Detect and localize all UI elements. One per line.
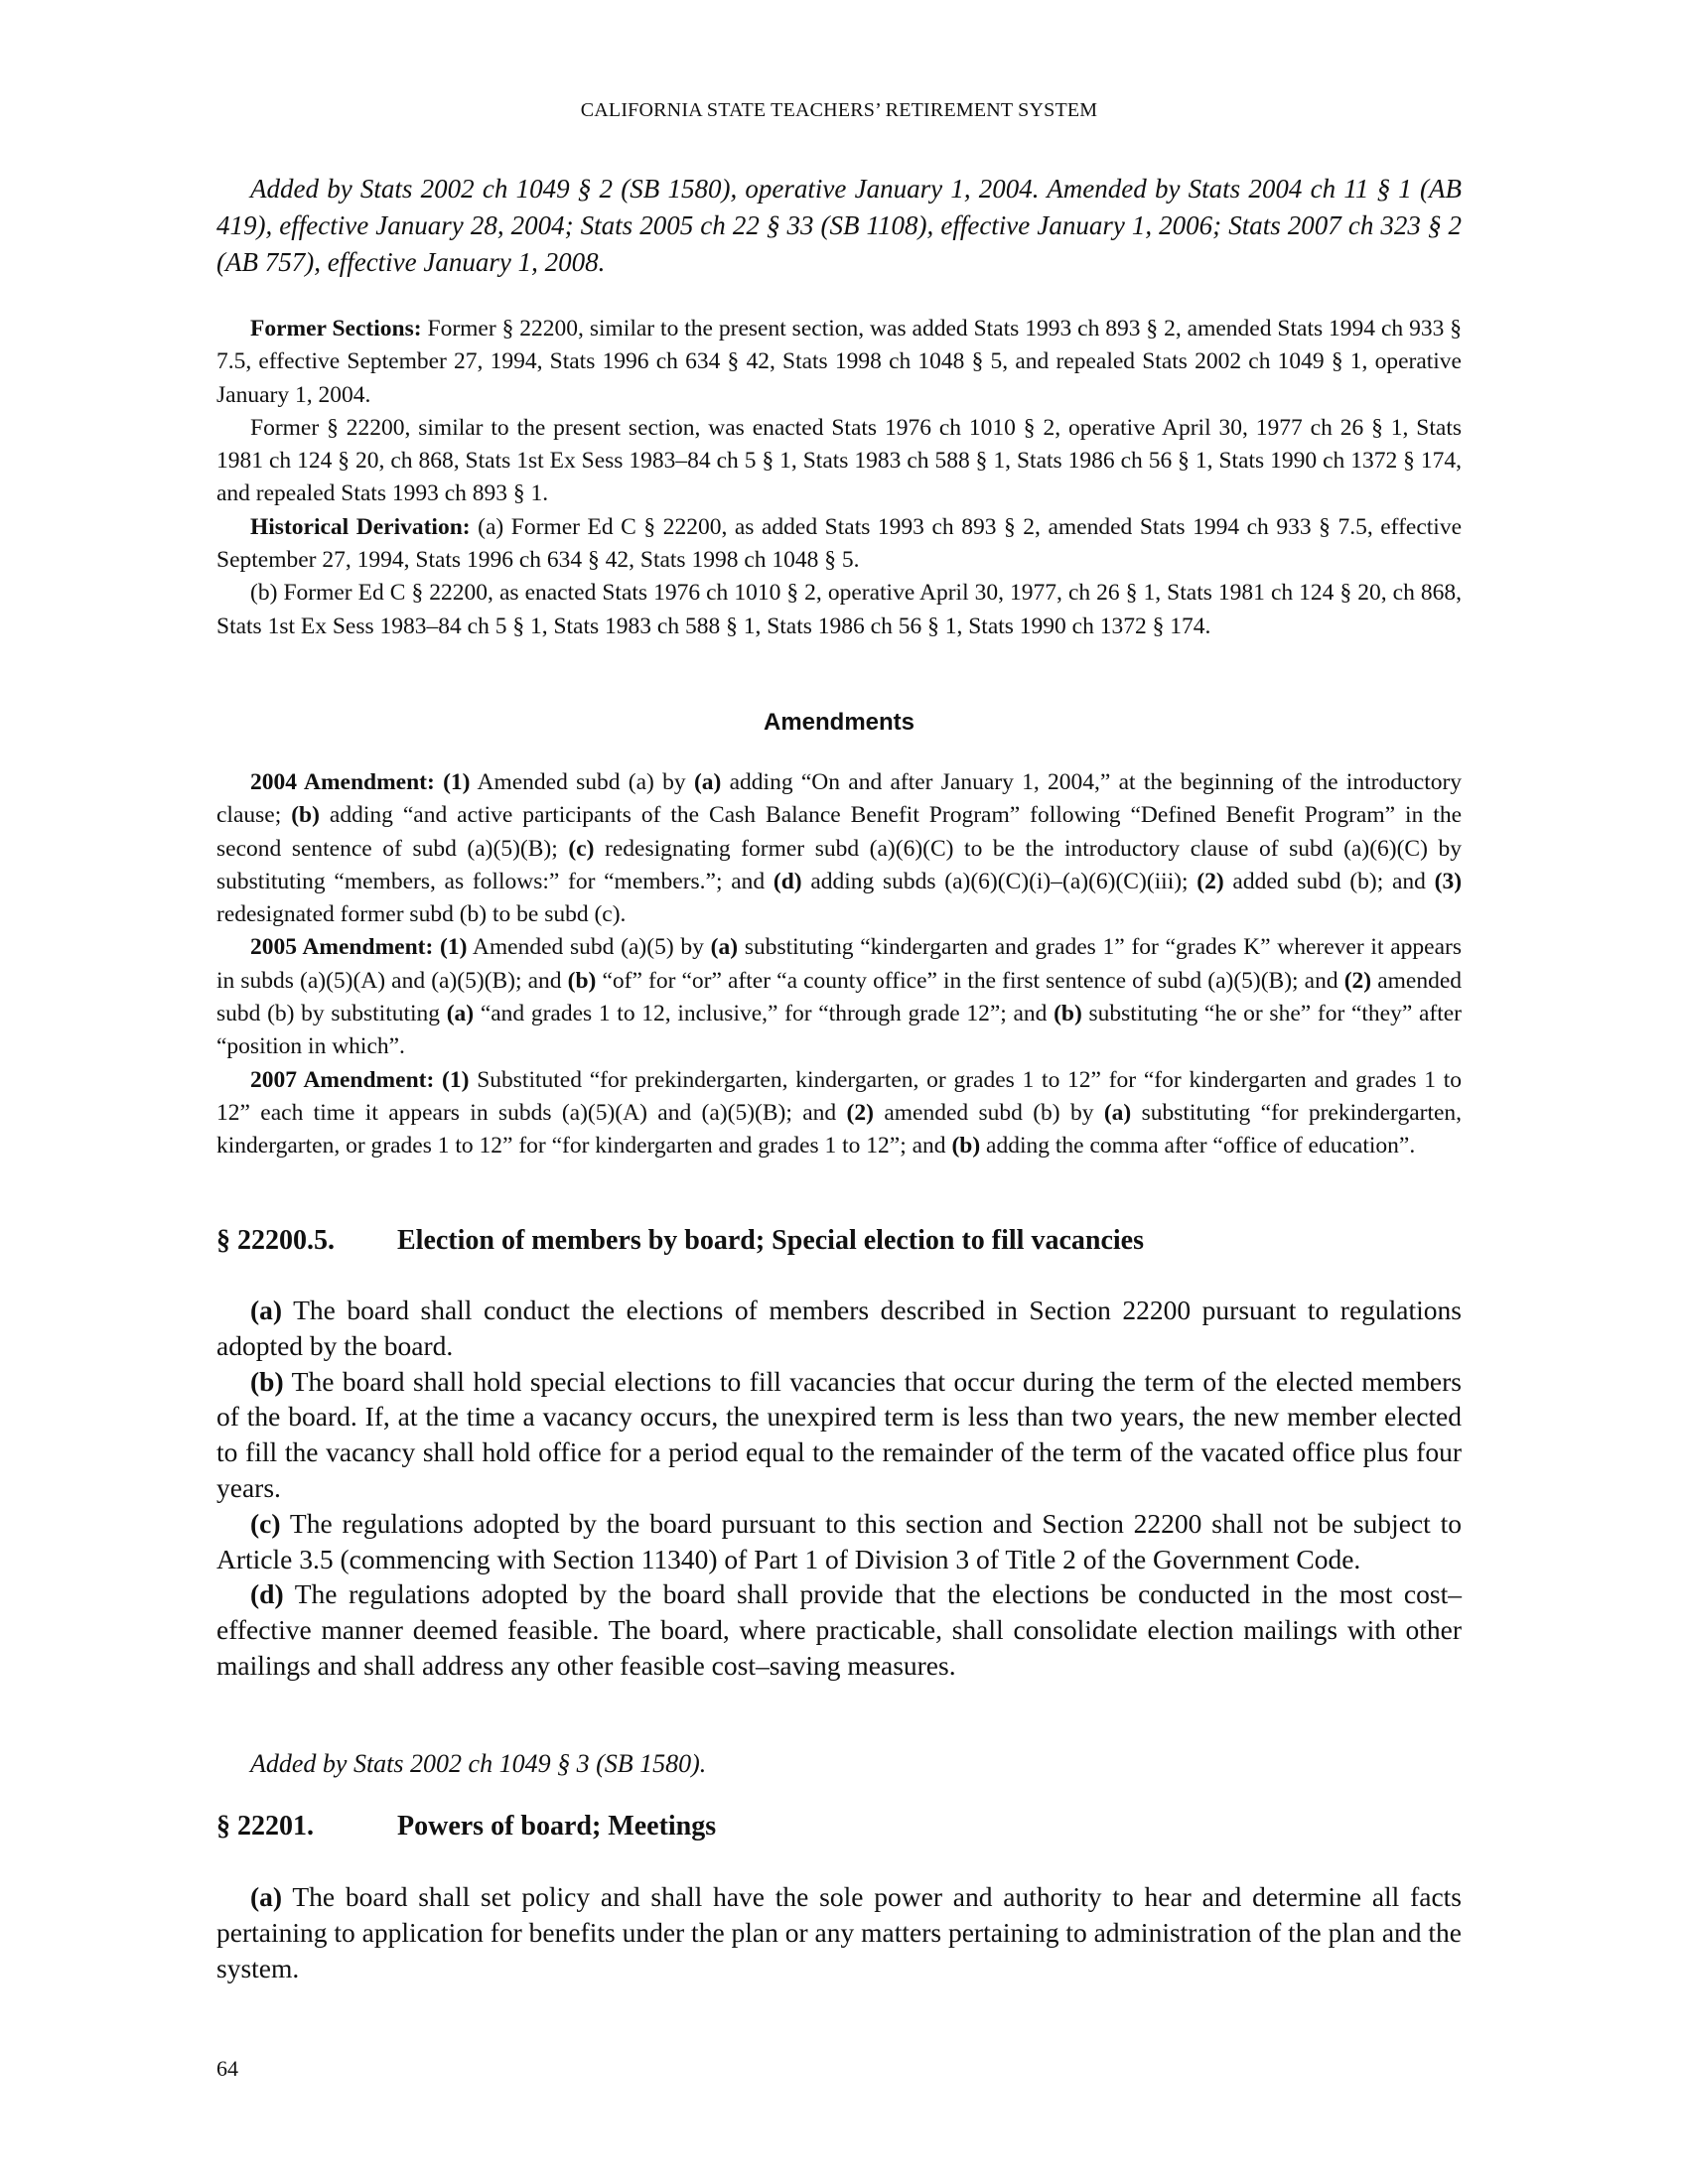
former-sections-label: Former Sections: — [250, 316, 422, 341]
amendments-list — [216, 766, 1462, 1163]
section-22201-heading — [216, 1811, 716, 1843]
subdivision-a: (a) The board shall set policy and shall have the sole power and authority to hear and determine all facts pertaining to application for benefits under the plan or any matters pertaining to administration of the plan and the system. — [216, 1881, 1462, 1983]
page-number: 64 — [216, 2056, 238, 2081]
former-sections-p1: Former Sections: Former § 22200, similar to the present section, was added Stats 1993 ch 893 § 2, amended Stats 1994 ch 933 § 7.5, effective September 27, 1994, Stats 1996 ch 634 § 42, Stats 1998 ch 1048 § 5, and repealed Stats 2002 ch 1049 § 1, operative January 1, 2004. — [216, 316, 1463, 408]
former-sections — [216, 313, 1462, 643]
former-sections-p2: Former § 22200, similar to the present section, was enacted Stats 1976 ch 1010 § 2, operative April 30, 1977 ch 26 § 1, Stats 1981 ch 124 § 20, ch 868, Stats 1st Ex Sess 1983–84 ch 5 § 1, Stats 1983 ch 588 § 1, Stats 1986 ch 56 § 1, Stats 1990 ch 1372 § 174, and repealed Stats 1993 ch 893 § 1. — [216, 414, 1462, 507]
subdivision-c: (c) The regulations adopted by the board pursuant to this section and Section 22200 shall not be subject to Article 3.5 (commencing with Section 11340) of Part 1 of Division 3 of Title 2 of the Government Code. — [216, 1507, 1462, 1574]
section-22200-5-heading — [216, 1225, 1144, 1257]
historical-derivation-b: (b) Former Ed C § 22200, as enacted Stats 1976 ch 1010 § 2, operative April 30, 1977, ch 26 § 1, Stats 1981 ch 124 § 20, ch 868, Stats 1st Ex Sess 1983–84 ch 5 § 1, Stats 1983 ch 588 § 1, Stats 1986 ch 56 § 1, Stats 1990 ch 1372 § 174. — [216, 580, 1462, 639]
section-22200-5-history: Added by Stats 2002 ch 1049 § 3 (SB 1580). — [250, 1749, 707, 1778]
subdivision-b: (b) The board shall hold special elections to fill vacancies that occur during the term of the elected members of the board. If, at the time a vacancy occurs, the unexpired term is less than two years, the new member elected to fill the vacancy shall hold office for a period equal to the remainder of the term of the vacated office plus four years. — [216, 1365, 1462, 1503]
amendments-heading: Amendments — [763, 709, 915, 736]
section-title: Election of members by board; Special election to fill vacancies — [397, 1225, 1144, 1256]
section-number: § 22200.5. — [216, 1225, 335, 1256]
running-head: CALIFORNIA STATE TEACHERS’ RETIREMENT SYSTEM — [580, 99, 1098, 121]
section-title: Powers of board; Meetings — [397, 1811, 717, 1842]
section-22201-body — [216, 1879, 1462, 1985]
history-note-text: Added by Stats 2002 ch 1049 § 2 (SB 1580), operative January 1, 2004. Amended by Stats 2004 ch 11 § 1 (AB 419), effective January 28, 2004; Stats 2005 ch 22 § 33 (SB 1108), effective January 1, 2006; Stats 2007 ch 323 § 2 (AB 757), effective January 1, 2008. — [216, 174, 1462, 277]
amendment-2005: 2005 Amendment: (1) Amended subd (a)(5) by (a) substituting “kindergarten and grades 1” for “grades K” wherever it appears in subds (a)(5)(A) and (a)(5)(B); and (b) “of” for “or” after “a county office” in the first sentence of subd (a)(5)(B); and (2) amended subd (b) by substituting (a) “and grades 1 to 12, inclusive,” for “through grade 12”; and (b) substituting “he or she” for “they” after “position in which”. — [216, 934, 1463, 1060]
section-number: § 22201. — [216, 1811, 314, 1842]
section-22200-5-body — [216, 1293, 1462, 1684]
amendment-2004: 2004 Amendment: (1) Amended subd (a) by (a) adding “On and after January 1, 2004,” at the beginning of the introductory clause; (b) adding “and active participants of the Cash Balance Benefit Program” following “Defined Benefit Program” in the second sentence of subd (a)(5)(B); (c) redesignating former subd (a)(6)(C) to be the introductory clause of subd (a)(6)(C) by substituting “members, as follows:” for “members.”; and (d) adding subds (a)(6)(C)(i)–(a)(6)(C)(iii); (2) added subd (b); and (3) redesignated former subd (b) to be subd (c). — [216, 769, 1463, 928]
subdivision-d: (d) The regulations adopted by the board shall provide that the elections be conducted in the most cost–effective manner deemed feasible. The board, where practicable, shall consolidate election mailings with other mailings and shall address any other feasible cost–saving measures. — [216, 1578, 1462, 1681]
subdivision-a: (a) The board shall conduct the elections of members described in Section 22200 pursuant to regulations adopted by the board. — [216, 1295, 1463, 1361]
amendment-2007: 2007 Amendment: (1) Substituted “for prekindergarten, kindergarten, or grades 1 to 12” for “for kindergarten and grades 1 to 12” each time it appears in subds (a)(5)(A) and (a)(5)(B); and (2) amended subd (b) by (a) substituting “for prekindergarten, kindergarten, or grades 1 to 12” for “for kindergarten and grades 1 to 12”; and (b) adding the comma after “office of education”. — [216, 1066, 1463, 1160]
historical-derivation-label: Historical Derivation: — [250, 513, 471, 540]
historical-derivation-a: Historical Derivation: (a) Former Ed C § 22200, as added Stats 1993 ch 893 § 2, amended Stats 1994 ch 933 § 7.5, effective September 27, 1994, Stats 1996 ch 634 § 42, Stats 1998 ch 1048 § 5. — [216, 513, 1463, 574]
history-note — [216, 171, 1462, 281]
